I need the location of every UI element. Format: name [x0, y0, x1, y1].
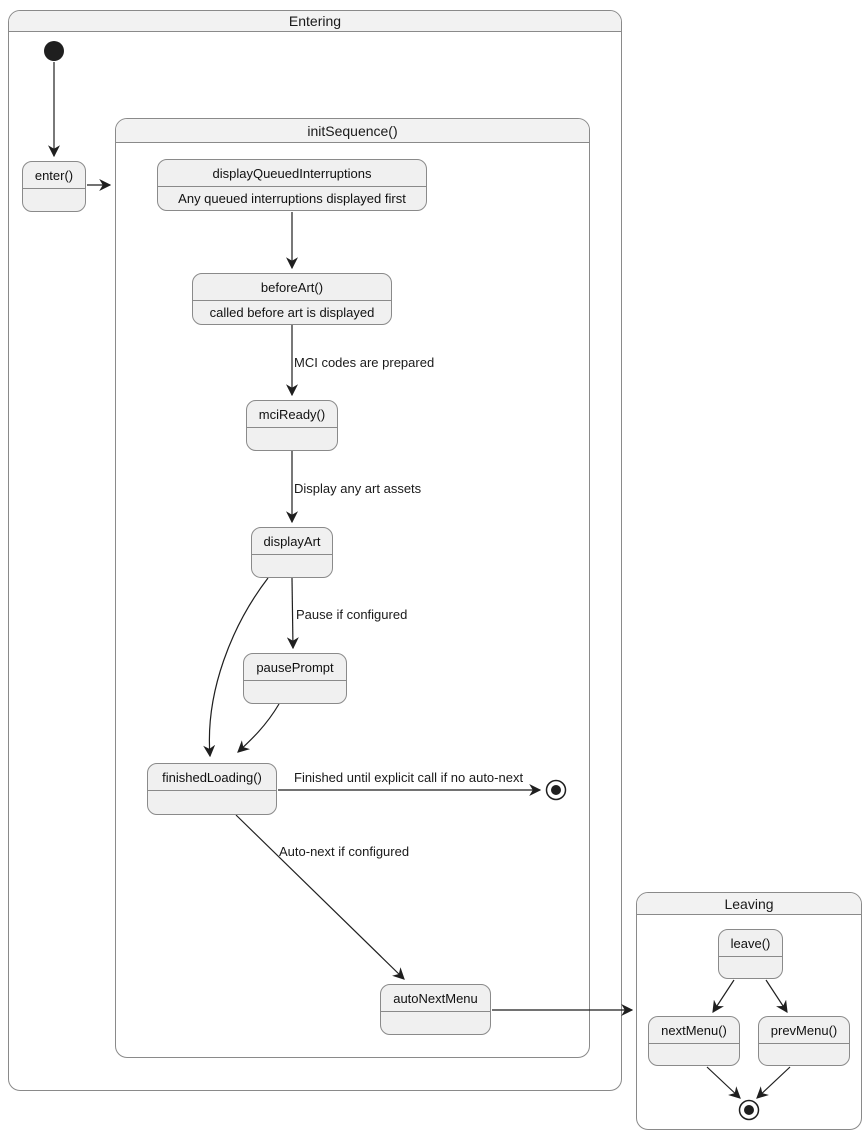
edge-label-pause-if-configured: Pause if configured: [296, 607, 408, 622]
state-before-art-description: called before art is displayed: [193, 300, 391, 324]
frame-entering-title: Entering: [9, 11, 621, 32]
state-next-menu-label: nextMenu(): [661, 1022, 727, 1038]
state-pause-prompt: [243, 653, 347, 704]
frame-leaving: [636, 892, 862, 1130]
state-auto-next-menu-label: autoNextMenu: [393, 990, 478, 1006]
state-enter-label: enter(): [34, 167, 74, 183]
frame-init-sequence-title: initSequence(): [116, 119, 589, 143]
state-mci-ready: [246, 400, 338, 451]
state-leave-body: [719, 956, 782, 978]
state-mci-ready-label: mciReady(): [258, 406, 326, 422]
state-enter-body: [23, 188, 85, 211]
state-display-art-body: [252, 554, 332, 577]
frame-init-sequence: [115, 118, 590, 1058]
state-leave-label: leave(): [730, 935, 771, 951]
state-next-menu: [648, 1016, 740, 1066]
state-finished-loading: [147, 763, 277, 815]
state-pause-prompt-body: [244, 680, 346, 703]
state-before-art-label: beforeArt(): [260, 279, 324, 295]
state-auto-next-menu-body: [381, 1011, 490, 1034]
state-auto-next-menu: [380, 984, 491, 1035]
state-next-menu-body: [649, 1043, 739, 1065]
state-leave: [718, 929, 783, 979]
frame-leaving-title: Leaving: [637, 893, 861, 915]
state-finished-loading-body: [148, 790, 276, 814]
state-display-queued-interruptions: [157, 159, 427, 211]
state-display-art-label: displayArt: [263, 533, 321, 549]
state-enter: [22, 161, 86, 212]
state-finished-loading-label: finishedLoading(): [162, 769, 262, 785]
state-pause-prompt-label: pausePrompt: [256, 659, 334, 675]
state-mci-ready-body: [247, 427, 337, 450]
state-display-queued-interruptions-label: displayQueuedInterruptions: [212, 165, 372, 181]
state-display-queued-interruptions-description: Any queued interruptions displayed first: [158, 186, 426, 210]
state-prev-menu-body: [759, 1043, 849, 1065]
edge-label-display-art-assets: Display any art assets: [294, 481, 422, 496]
edge-label-mci-codes: MCI codes are prepared: [294, 355, 435, 370]
state-before-art: [192, 273, 392, 325]
state-prev-menu-label: prevMenu(): [770, 1022, 838, 1038]
edge-label-finished-until-explicit: Finished until explicit call if no auto-next: [294, 770, 524, 785]
state-display-art: [251, 527, 333, 578]
edge-label-auto-next-if-configured: Auto-next if configured: [279, 844, 410, 859]
state-prev-menu: [758, 1016, 850, 1066]
